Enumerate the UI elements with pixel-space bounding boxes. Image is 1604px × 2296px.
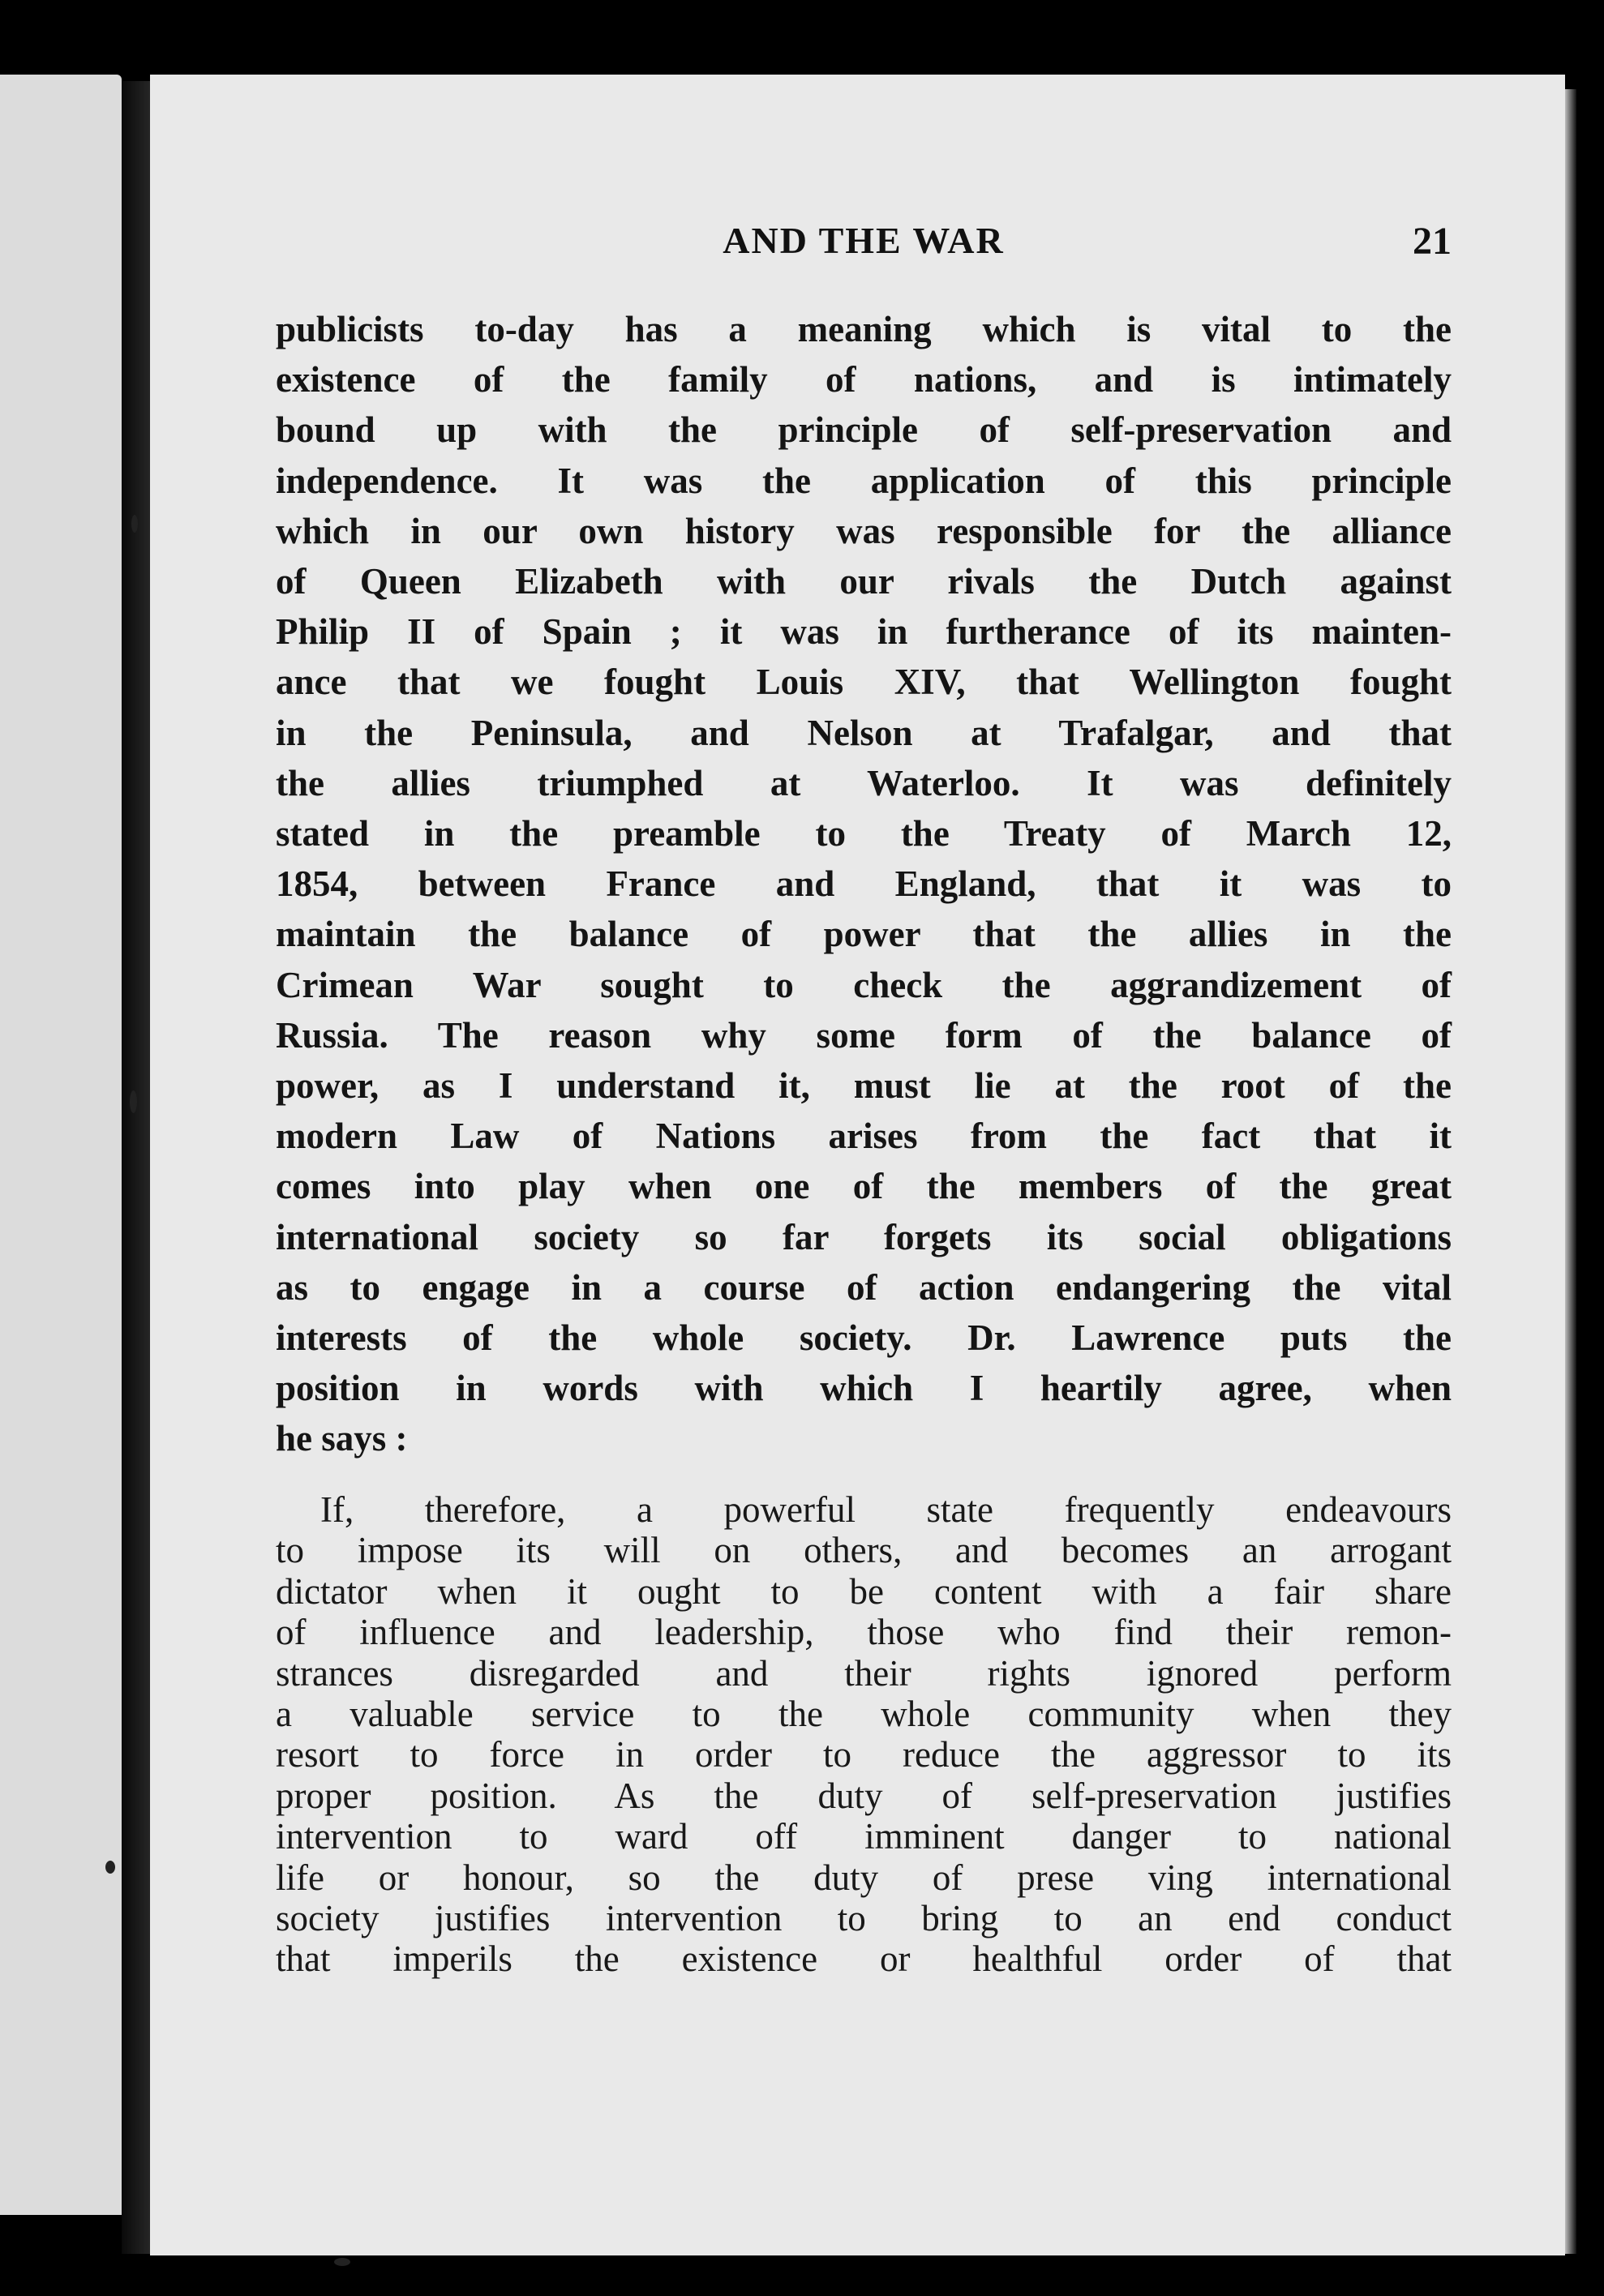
quote-line: resort to force in order to reduce the aggressor to its — [276, 1734, 1452, 1776]
body-line: which in our own history was responsible for the alliance — [276, 510, 1452, 551]
body-line: ance that we fought Louis XIV, that Wellington fought — [276, 662, 1452, 703]
quote-line: dictator when it ought to be content with a fair share — [276, 1570, 1452, 1612]
body-line: in the Peninsula, and Nelson at Trafalgar, and that — [276, 712, 1452, 753]
quote-line: to impose its will on others, and becomes an arrogant — [276, 1530, 1452, 1571]
book-gutter — [122, 81, 154, 2254]
quote-line: that imperils the existence or healthful order of that — [276, 1938, 1452, 1980]
body-line: of Queen Elizabeth with our rivals the Dutch against — [276, 561, 1452, 602]
quote-line: strances disregarded and their rights ignored perform — [276, 1652, 1452, 1694]
block-quote — [276, 1489, 1452, 1980]
body-line: the allies triumphed at Waterloo. It was definitely — [276, 762, 1452, 803]
body-line: he says : — [276, 1418, 408, 1459]
margin-speck — [334, 2258, 350, 2266]
margin-speck — [105, 1861, 115, 1874]
book-page — [150, 75, 1565, 2255]
running-head-title: AND THE WAR — [723, 220, 1005, 261]
quote-line: life or honour, so the duty of prese ving international — [276, 1857, 1452, 1898]
body-line: comes into play when one of the members of the great — [276, 1166, 1452, 1207]
body-line: position in words with which I heartily agree, when — [276, 1368, 1452, 1409]
quote-line: of influence and leadership, those who find their remon- — [276, 1612, 1452, 1653]
quote-line: If, therefore, a powerful state frequently endeavours — [320, 1489, 1452, 1530]
quote-line: society justifies intervention to bring to an end conduct — [276, 1898, 1452, 1939]
body-line: interests of the whole society. Dr. Lawrence puts the — [276, 1317, 1452, 1359]
body-line: international society so far forgets its social obligations — [276, 1216, 1452, 1257]
body-line: 1854, between France and England, that it was to — [276, 863, 1452, 905]
quote-line: a valuable service to the whole community when they — [276, 1694, 1452, 1735]
body-line: Crimean War sought to check the aggrandizement of — [276, 964, 1452, 1005]
margin-speck — [130, 1090, 137, 1113]
body-line: publicists to-day has a meaning which is vital to the — [276, 309, 1452, 349]
body-line: stated in the preamble to the Treaty of March 12, — [276, 813, 1452, 855]
body-line: maintain the balance of power that the allies in the — [276, 914, 1452, 955]
page-number: 21 — [1413, 220, 1452, 263]
margin-speck — [131, 515, 138, 533]
body-line: bound up with the principle of self-preservation and — [276, 409, 1452, 451]
body-line: modern Law of Nations arises from the fact that it — [276, 1116, 1452, 1157]
body-line: power, as I understand it, must lie at the root of the — [276, 1065, 1452, 1107]
body-line: Philip II of Spain ; it was in furtherance of its mainten- — [276, 611, 1452, 653]
page-edge-shadow — [1565, 89, 1576, 2254]
body-paragraph — [276, 304, 1452, 1464]
body-line: existence of the family of nations, and is intimately — [276, 359, 1452, 401]
quote-line: intervention to ward off imminent danger to national — [276, 1816, 1452, 1857]
quote-line: proper position. As the duty of self-preservation justifies — [276, 1775, 1452, 1816]
body-line: as to engage in a course of action endangering the vital — [276, 1266, 1452, 1308]
previous-page-edge — [0, 75, 122, 2215]
body-line: independence. It was the application of this principle — [276, 460, 1452, 501]
running-head — [150, 219, 1565, 284]
body-line: Russia. The reason why some form of the balance of — [276, 1014, 1452, 1056]
